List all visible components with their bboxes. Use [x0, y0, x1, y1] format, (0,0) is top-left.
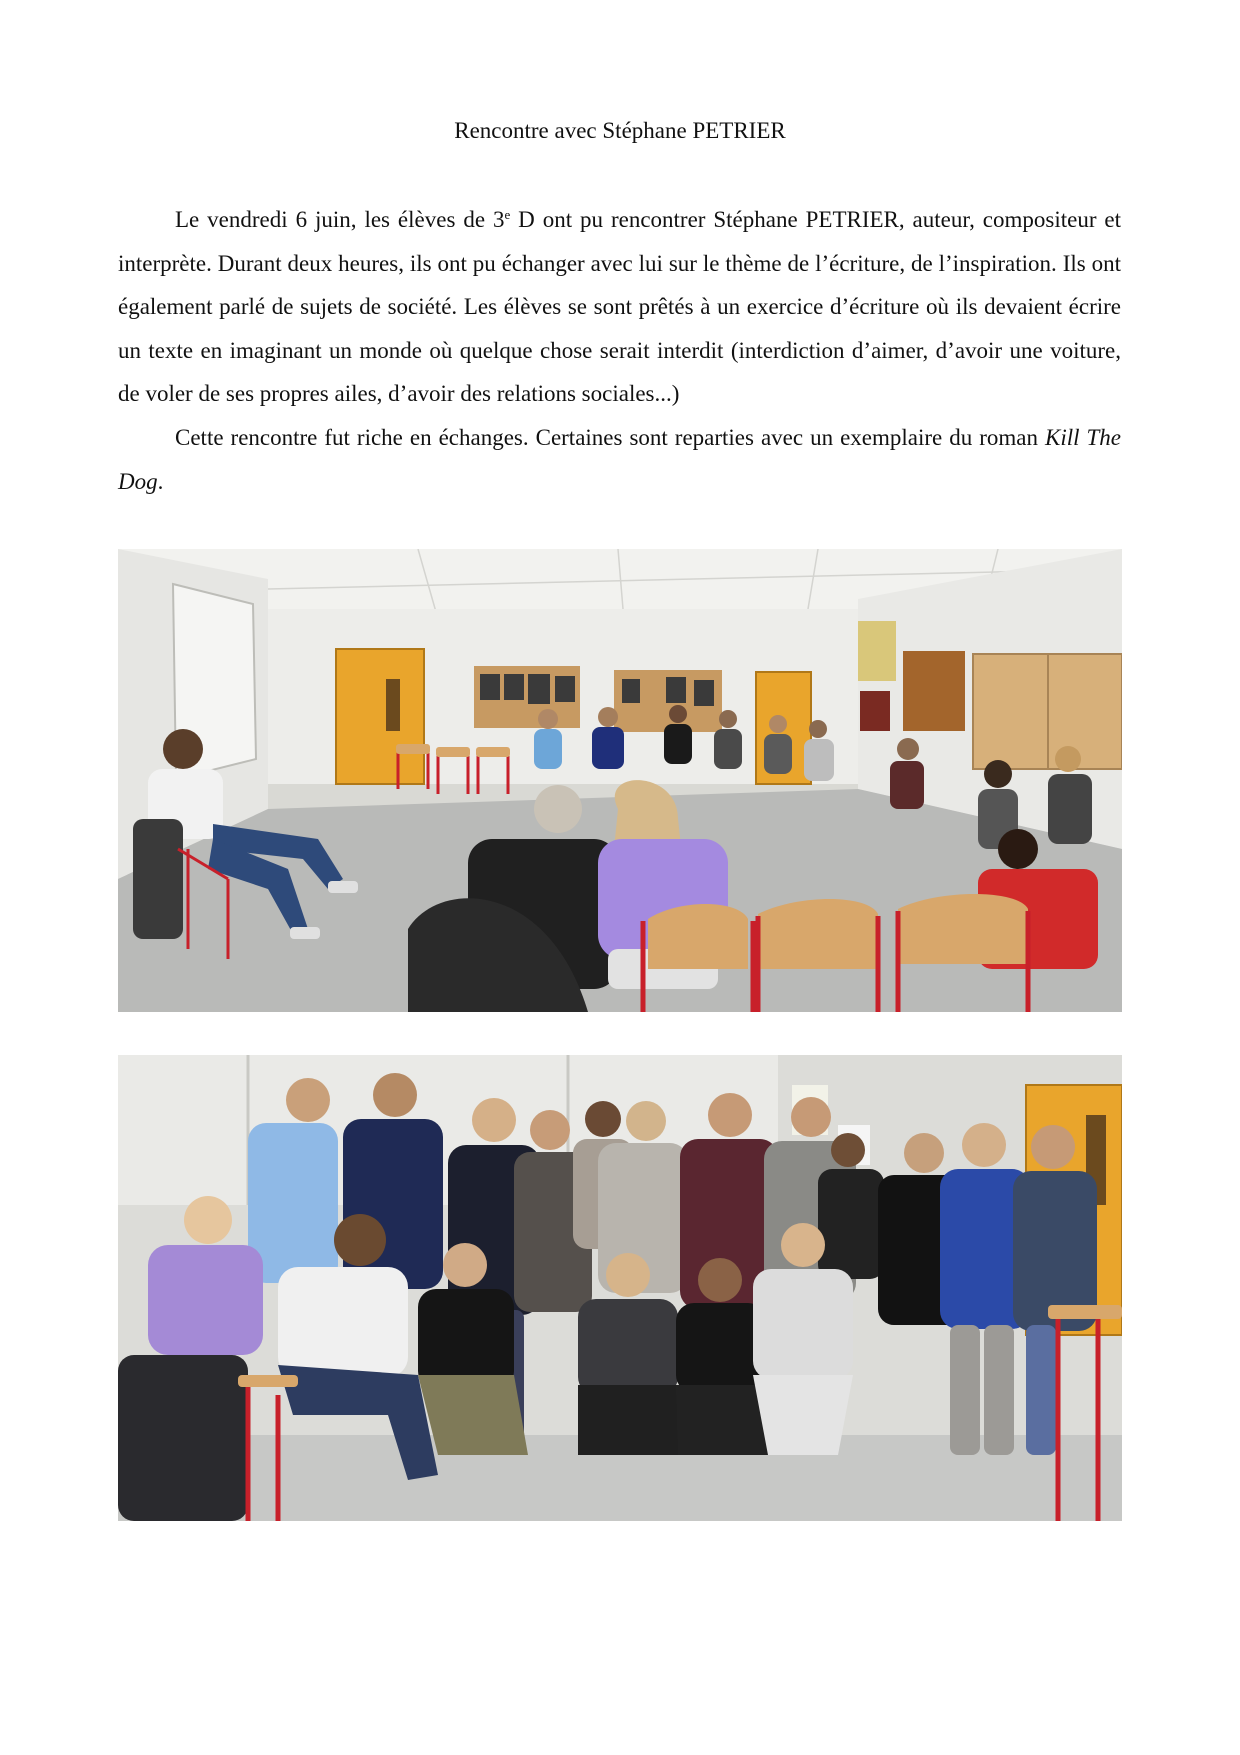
page-title: Rencontre avec Stéphane PETRIER [454, 118, 786, 143]
article-body [118, 198, 1121, 503]
superscript-e: e [504, 207, 511, 222]
paragraph-2: Cette rencontre fut riche en échanges. Certaines sont reparties avec un exemplaire du roman Kill The Dog. [118, 424, 1121, 494]
book-title: Kill The Dog [118, 424, 1121, 494]
paragraph-1: Le vendredi 6 juin, les élèves de 3e D ont pu rencontrer Stéphane PETRIER, auteur, compositeur et interprète. Durant deux heures, ils ont pu échanger avec lui sur le thème de l’écriture, de l’inspiration. Ils ont également parlé de sujets de société. Les élèves se sont prêtés à un exercice d’écriture où ils devaient écrire un texte en imaginant un monde où quelque chose serait interdit (interdiction d’aimer, d’avoir une voiture, de voler de ses propres ailes, d’avoir des relations sociales...) [118, 207, 1122, 407]
classroom-discussion-photo [118, 549, 1122, 1012]
group-photo [118, 1055, 1122, 1521]
